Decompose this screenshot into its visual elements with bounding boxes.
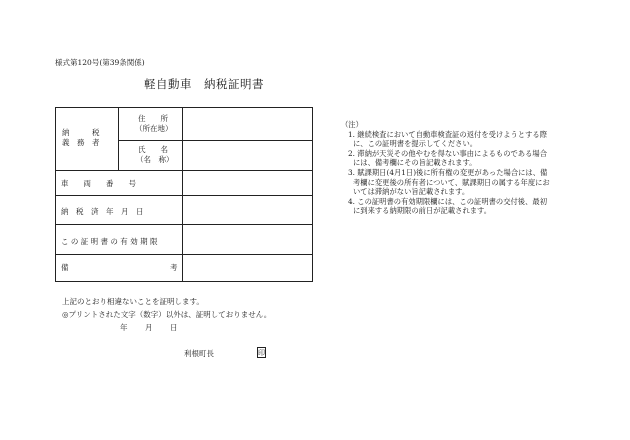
name-label: 氏 名 — [138, 145, 168, 154]
vehicle-number-field — [183, 171, 312, 194]
tax-paid-date-field — [183, 196, 312, 223]
certificate-table — [55, 107, 313, 282]
note-3-cont-2: いては滞納がない旨記載されます。 — [353, 187, 470, 197]
print-notice: ◎プリントされた文字（数字）以外は、証明しておりません。 — [62, 310, 272, 319]
address-field — [183, 109, 312, 139]
issuer-name: 利根町長 — [184, 349, 214, 358]
official-seal: 印 — [258, 349, 265, 357]
address-sub-label: （所在地） — [135, 124, 173, 133]
notes-heading: （注） — [341, 120, 363, 129]
document-title: 軽自動車 納税証明書 — [144, 77, 264, 91]
note-2: 2. 滞納が天災その他やむを得ない事由によるものである場合 — [348, 148, 547, 158]
form-number: 様式第120号(第39条関係) — [55, 58, 145, 67]
name-field — [183, 141, 312, 169]
tax-paid-date-label: 納 税 済 年 月 日 — [61, 207, 144, 216]
validity-field — [183, 225, 312, 253]
vehicle-number-label: 車 両 番 号 — [61, 179, 136, 188]
note-2-cont: には、備考欄にその旨記載されます。 — [353, 158, 477, 168]
date-day: 日 — [170, 323, 178, 332]
validity-label: こ の 証 明 書 の 有 効 期 限 — [61, 237, 158, 246]
note-3: 3. 賦課期日(4月1日)後に所有権の変更があった場合には、備 — [348, 167, 548, 177]
note-4: 4. この証明書の有効期限欄には、この証明書の交付後、最初 — [348, 196, 547, 206]
note-1-cont: に、この証明書を提示してください。 — [353, 139, 478, 149]
note-4-cont: に到来する納期限の前日が記載されます。 — [353, 206, 492, 216]
taxpayer-label-line1: 納 税 — [62, 128, 100, 137]
date-month: 月 — [145, 323, 153, 332]
remarks-field — [183, 255, 312, 281]
taxpayer-label-line2: 義 務 者 — [62, 138, 100, 147]
remarks-label-left: 備 — [61, 263, 69, 272]
remarks-label-right: 考 — [170, 263, 178, 272]
note-3-cont-1: 考欄に変更後の所有者について、賦課期日の属する年度にお — [353, 177, 550, 187]
date-year: 年 — [120, 323, 128, 332]
name-sub-label: （名 称） — [136, 155, 174, 164]
note-1: 1. 継続検査において自動車検査証の返付を受けようとする際 — [348, 129, 547, 139]
notes-section — [341, 120, 550, 216]
address-label: 住 所 — [138, 114, 168, 123]
certify-text: 上記のとおり相違ないことを証明します。 — [62, 297, 204, 306]
